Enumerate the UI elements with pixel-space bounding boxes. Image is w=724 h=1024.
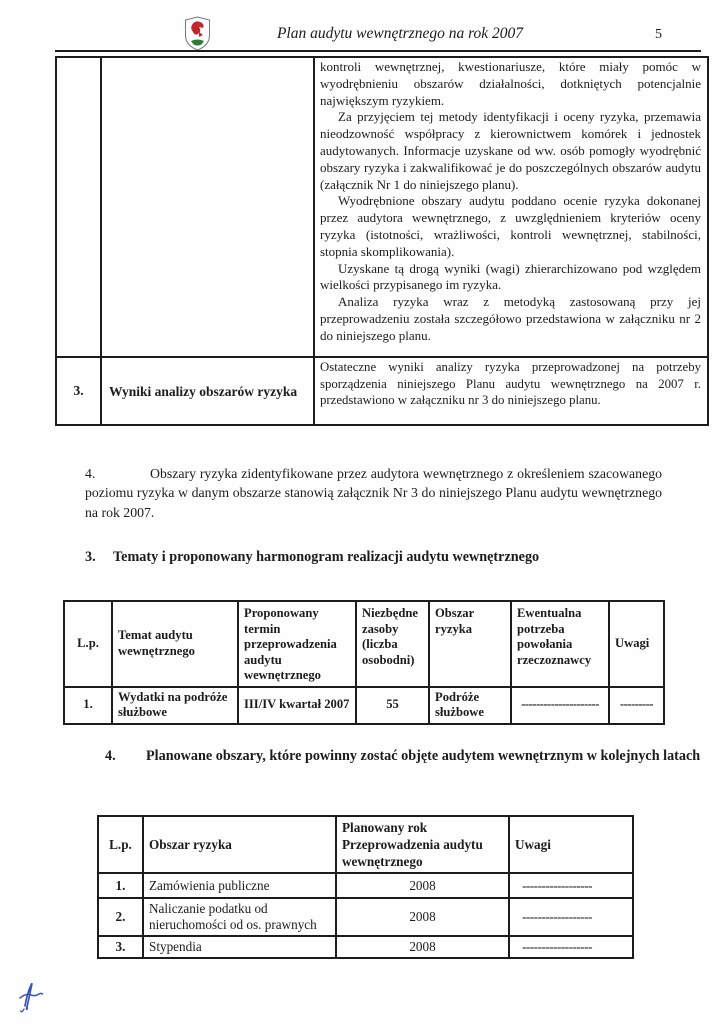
cell-term: III/IV kwartał 2007	[238, 687, 356, 724]
table-row	[98, 936, 633, 958]
table-row	[56, 57, 708, 357]
section-3-heading	[85, 549, 645, 566]
cell-remarks: ---------	[609, 687, 664, 724]
row-title-cell	[101, 57, 314, 357]
column-header: Temat audytu wewnętrznego	[112, 601, 238, 687]
cell-remarks: ------------------	[509, 898, 633, 936]
table-row	[98, 898, 633, 936]
cell-remarks: ------------------	[509, 873, 633, 898]
cell-risk-area: Naliczanie podatku od nieruchomości od os. prawnych	[143, 898, 336, 936]
row-title-cell: Wyniki analizy obszarów ryzyka	[101, 357, 314, 425]
table-row	[56, 357, 708, 425]
paragraph: Uzyskane tą drogą wyniki (wagi) zhierarchizowano pod względem wielkości przypisanego im ryzyka.	[320, 260, 701, 293]
heading-text: Tematy i proponowany harmonogram realizacji audytu wewnętrznego	[113, 549, 540, 565]
cell-risk-area: Podróże służbowe	[429, 687, 511, 724]
row-text-cell	[314, 57, 708, 357]
audit-schedule-table	[63, 600, 665, 725]
document-header-title: Plan audytu wewnętrznego na rok 2007	[276, 25, 524, 42]
cell-lp: 3.	[98, 936, 143, 958]
heading-number: 4.	[105, 748, 116, 764]
cell-resources: 55	[356, 687, 429, 724]
table-header-row	[64, 601, 664, 687]
cell-planned-year: 2008	[336, 873, 509, 898]
row-number-cell	[56, 57, 101, 357]
section-4-heading	[105, 747, 703, 766]
handwritten-paraph-icon	[16, 978, 50, 1023]
cell-lp: 1.	[98, 873, 143, 898]
cell-planned-year: 2008	[336, 936, 509, 958]
column-header: Uwagi	[609, 601, 664, 687]
cell-topic: Wydatki na podróże służbowe	[112, 687, 238, 724]
table-row	[98, 873, 633, 898]
paragraph-number: 4.	[85, 466, 96, 481]
planned-areas-table	[97, 815, 634, 959]
row-number-cell: 3.	[56, 357, 101, 425]
column-header: Ewentualna potrzeba powołania rzeczoznawcy	[511, 601, 609, 687]
page-number: 5	[655, 27, 662, 42]
paragraph: Wyodrębnione obszary audytu poddano ocenie ryzyka dokonanej przez audytora wewnętrznego, z uwzględnieniem kryteriów oceny ryzyka (istotności, wrażliwości, kontroli wewnętrznej, stabilności, stopnia skomplikowania).	[320, 193, 701, 259]
paragraph: Analiza ryzyka wraz z metodyką zastosowaną przy jej przeprowadzeniu została szczegółowo przedstawiona w załączniku nr 2 do niniejszego planu.	[320, 294, 701, 343]
column-header: Obszar ryzyka	[143, 816, 336, 873]
row-text-cell: Ostateczne wyniki analizy ryzyka przeprowadzonej na potrzeby sporządzenia niniejszego Planu audytu wewnętrznego na 2007 r. przedstawiono w załączniku nr 3 do niniejszego planu.	[314, 357, 708, 425]
table-header-row	[98, 816, 633, 873]
heading-number: 3.	[85, 549, 96, 565]
cell-risk-area: Stypendia	[143, 936, 336, 958]
paragraph: kontroli wewnętrznej, kwestionariusze, które miały pomóc w wyodrębnieniu obszarów działalności, dotkniętych potencjalnie największym ryzykiem.	[320, 59, 701, 108]
header-rule	[55, 50, 701, 52]
cell-lp: 1.	[64, 687, 112, 724]
column-header: Obszar ryzyka	[429, 601, 511, 687]
cell-remarks: ------------------	[509, 936, 633, 958]
paragraph-4	[85, 464, 662, 522]
table-row	[64, 687, 664, 724]
paragraph: Za przyjęciem tej metody identyfikacji i oceny ryzyka, przemawia nieodzowność współpracy z kierownictwem komórek i jednostek audytowanych. Informacje uzyskane od ww. osób pomogły wyodrębnić obszary ryzyka i zakwalifikować je do poszczególnych obszarów audytu (załącznik Nr 1 do niniejszego planu).	[320, 109, 701, 192]
column-header: Uwagi	[509, 816, 633, 873]
cell-risk-area: Zamówienia publiczne	[143, 873, 336, 898]
column-header: Niezbędne zasoby (liczba osobodni)	[356, 601, 429, 687]
paragraph-text: Obszary ryzyka zidentyfikowane przez audytora wewnętrznego z określeniem szacowanego poziomu ryzyka w danym obszarze stanowią załącznik Nr 3 do niniejszego Planu audytu wewnętrznego na rok 2007.	[85, 466, 662, 520]
column-header: L.p.	[98, 816, 143, 873]
risk-analysis-table	[55, 56, 709, 426]
column-header: Planowany rok Przeprowadzenia audytu wewnętrznego	[336, 816, 509, 873]
cell-expert-need: ---------------------	[511, 687, 609, 724]
heading-text: Planowane obszary, które powinny zostać objęte audytem wewnętrznym w kolejnych latach	[146, 748, 701, 764]
column-header: L.p.	[64, 601, 112, 687]
column-header: Proponowany termin przeprowadzenia audytu wewnętrznego	[238, 601, 356, 687]
cell-lp: 2.	[98, 898, 143, 936]
cell-planned-year: 2008	[336, 898, 509, 936]
